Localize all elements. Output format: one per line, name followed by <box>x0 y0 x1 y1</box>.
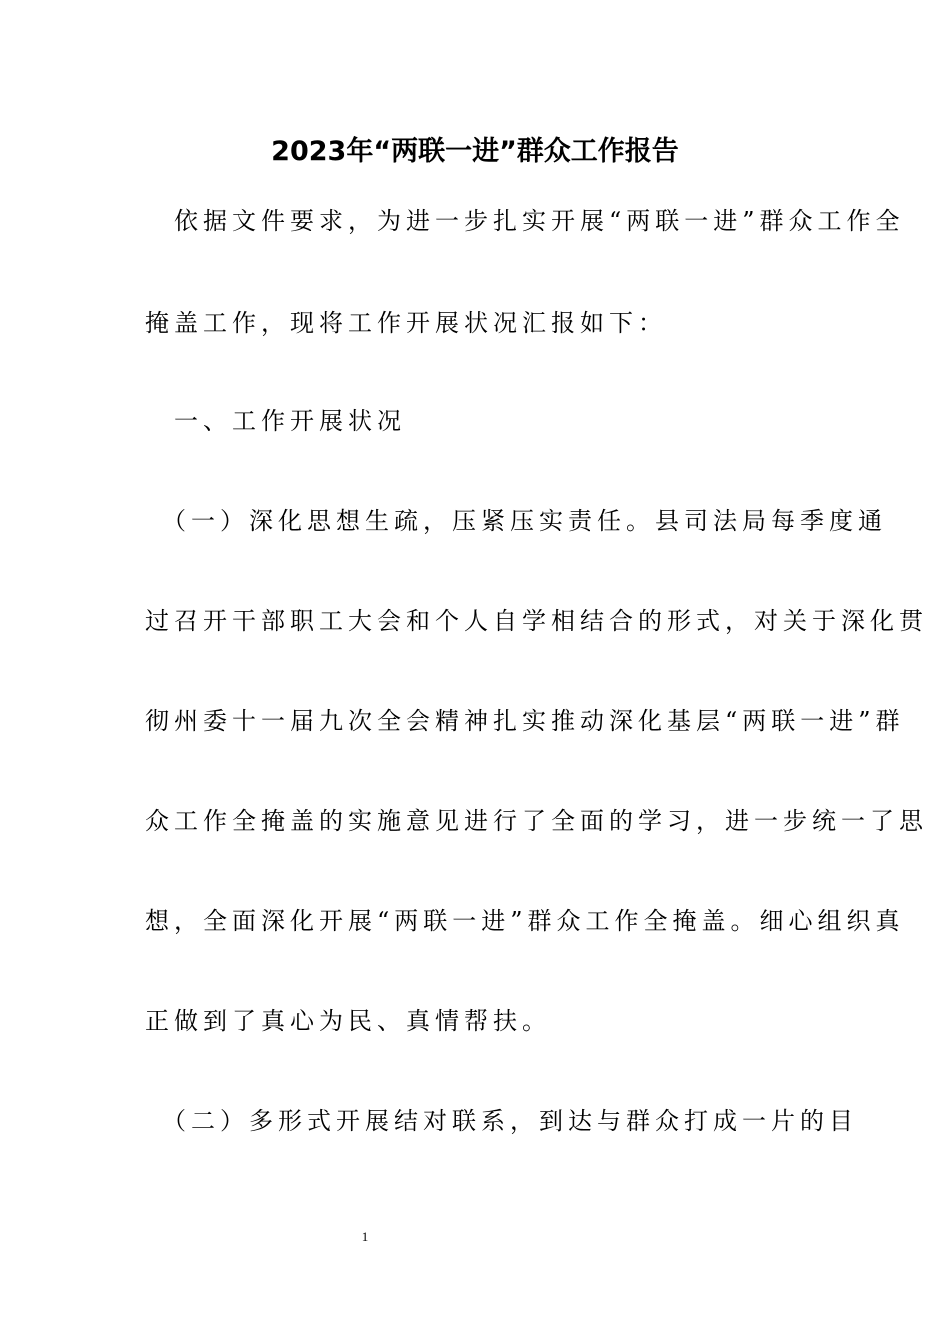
paragraph-line: （二）多形式开展结对联系，到达与群众打成一片的目 <box>145 1107 858 1135</box>
section-heading: 一、工作开展状况 <box>145 407 406 435</box>
paragraph-line: （一）深化思想生疏，压紧压实责任。县司法局每季度通 <box>145 507 887 535</box>
document-title: 2023年“两联一进”群众工作报告 <box>271 136 679 167</box>
paragraph-line: 过召开干部职工大会和个人自学相结合的形式，对关于深化贯 <box>145 607 928 635</box>
paragraph-line: 正做到了真心为民、真情帮扶。 <box>145 1007 551 1035</box>
page-number: 1 <box>361 1229 369 1244</box>
paragraph-line: 想，全面深化开展“两联一进”群众工作全掩盖。细心组织真 <box>145 907 905 935</box>
paragraph-line: 依据文件要求，为进一步扎实开展“两联一进”群众工作全 <box>145 207 905 235</box>
paragraph-line: 彻州委十一届九次全会精神扎实推动深化基层“两联一进”群 <box>145 707 905 735</box>
paragraph-line: 众工作全掩盖的实施意见进行了全面的学习，进一步统一了思 <box>145 807 928 835</box>
paragraph-line: 掩盖工作，现将工作开展状况汇报如下： <box>145 309 667 337</box>
